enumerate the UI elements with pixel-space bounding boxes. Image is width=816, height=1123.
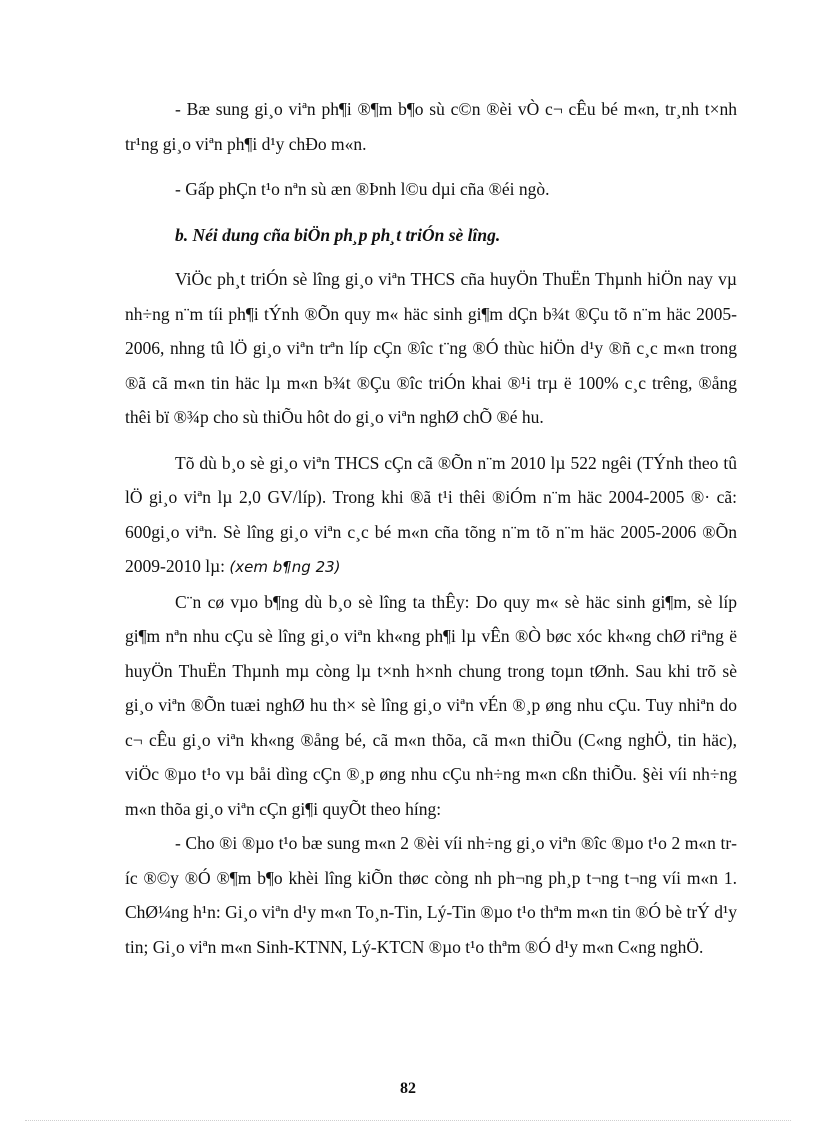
paragraph-stability: - Gấp phÇn t¹o nªn sù æn ®Þnh l©u dµi cña ®éi ngò. <box>175 179 550 199</box>
paragraph-development: ViÖc ph¸t triÓn sè lîng gi¸o viªn THCS cña huyÖn ThuËn Thµnh hiÖn nay vµ nh÷ng n¨m tíi ph¶i tÝnh ®Õn quy m« häc sinh gi¶m dÇn b¾t ®Çu tõ n¨m häc 2005-2006, nhng tû lÖ gi¸o viªn trªn líp cÇn ®îc t¨ng ®Ó thùc hiÖn d¹y ®ñ c¸c m«n trong ®ã cã m«n tin häc lµ m«n b¾t ®Çu ®îc triÓn khai ®¹i trµ ë 100% c¸c trêng, ®ång thêi bï ®¾p cho sù thiÕu hôt do gi¸o viªn nghØ chÕ ®é hu. <box>125 269 737 427</box>
paragraph-forecast <box>125 446 737 585</box>
body-text <box>125 92 737 975</box>
section-heading: b. Néi dung cña biÖn ph¸p ph¸t triÓn sè lîng. <box>175 224 501 245</box>
footer-divider <box>25 1120 791 1121</box>
paragraph-training: - Cho ®i ®µo t¹o bæ sung m«n 2 ®èi víi nh÷ng gi¸o viªn ®îc ®µo t¹o 2 m«n tríc ®©y ®Ó ®¶m b¶o khèi lîng kiÕn thøc còng nh ph¬ng ph¸p t¬ng t¬ng víi m«n 1. ChØ¼ng h¹n: Gi¸o viªn d¹y m«n To¸n-Tin, Lý-Tin ®µo t¹o thªm m«n tin ®Ó bè trÝ d¹y tin; Gi¸o viªn m«n Sinh-KTNN, Lý-KTCN ®µo t¹o thªm ®Ó d¹y m«n C«ng nghÖ. <box>125 833 737 957</box>
page-number: 82 <box>400 1080 416 1097</box>
paragraph-forecast-text: Tõ dù b¸o sè gi¸o viªn THCS cÇn cã ®Õn n¨m 2010 lµ 522 ngêi (TÝnh theo tû lÖ gi¸o viªn lµ 2,0 GV/líp). Trong khi ®ã t¹i thêi ®iÓm n¨m häc 2004-2005 ®· cã: 600gi¸o viªn. Sè lîng gi¸o viªn c¸c bé m«n cña tõng n¨m tõ n¨m häc 2005-2006 ®Õn 2009-2010 lµ: <box>125 452 737 576</box>
paragraph-analysis: C¨n cø vµo b¶ng dù b¸o sè lîng ta thÊy: Do quy m« sè häc sinh gi¶m, sè líp gi¶m nªn nhu cÇu sè lîng gi¸o viªn kh«ng ph¶i lµ vÊn ®Ò bøc xóc kh«ng chØ riªng ë huyÖn ThuËn Thµnh mµ còng lµ t×nh h×nh chung trong toµn tØnh. Sau khi trõ sè gi¸o viªn ®Õn tuæi nghØ hu th× sè lîng gi¸o viªn vÉn ®¸p øng nhu cÇu. Tuy nhiªn do c¬ cÊu gi¸o viªn kh«ng ®ång bé, cã m«n thõa, cã m«n thiÕu (C«ng nghÖ, tin häc), viÖc ®µo t¹o vµ båi dìng cÇn ®¸p øng nhu cÇu nh÷ng m«n cßn thiÕu. §èi víi nh÷ng m«n thõa gi¸o viªn cÇn gi¶i quyÕt theo híng: <box>125 591 737 819</box>
table-reference-link[interactable]: (xem b¶ng 23) <box>229 558 341 576</box>
paragraph-supplement-teachers: - Bæ sung gi¸o viªn ph¶i ®¶m b¶o sù c©n ®èi vÒ c¬ cÊu bé m«n, tr¸nh t×nh tr¹ng gi¸o viªn ph¶i d¹y chÐo m«n. <box>125 99 737 154</box>
